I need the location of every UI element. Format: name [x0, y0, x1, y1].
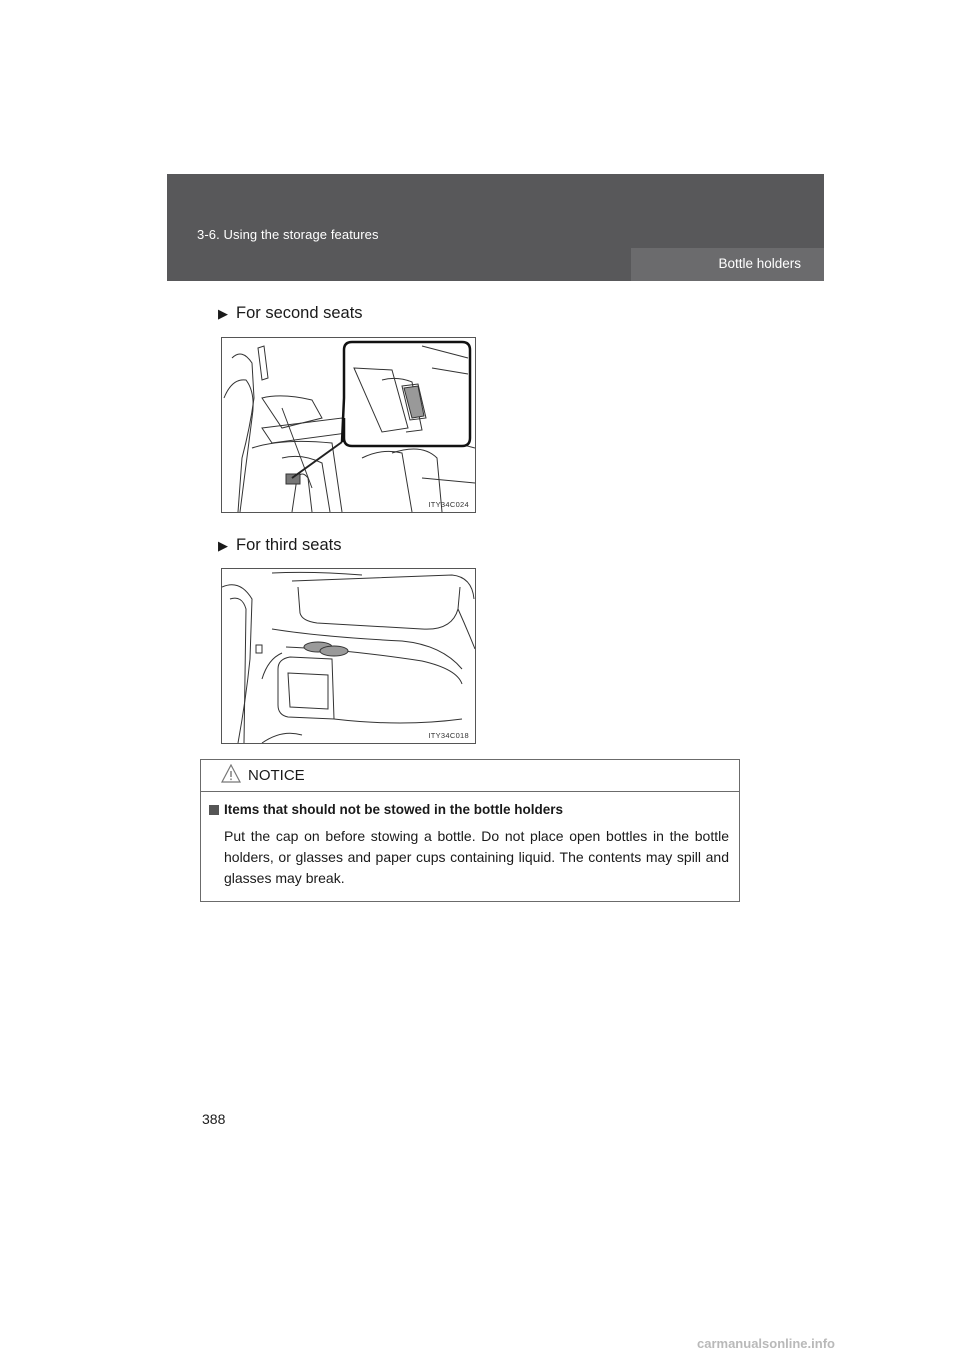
square-bullet-icon [209, 805, 219, 815]
figure-code: ITY34C018 [428, 731, 469, 740]
notice-item-title [209, 802, 563, 817]
notice-box [200, 759, 740, 902]
header-tab [631, 248, 824, 281]
figure-second-seats [221, 337, 476, 513]
page-title: Bottle holders [718, 256, 801, 271]
page-number: 388 [202, 1111, 226, 1127]
notice-text: Put the cap on before stowing a bottle. Do not place open bottles in the bottle holders, or glasses and paper cups containing liquid. The contents may spill and glasses may break. [224, 828, 729, 886]
notice-item-title-text: Items that should not be stowed in the bottle holders [224, 802, 564, 817]
subheading-second-seats-text: For second seats [236, 304, 363, 322]
subheading-third-seats [218, 536, 341, 555]
third-seats-illustration [222, 569, 475, 743]
notice-header [201, 760, 739, 792]
triangle-right-icon: ▶ [218, 305, 228, 321]
watermark: carmanualsonline.info [697, 1336, 835, 1351]
figure-code: ITY34C024 [428, 500, 469, 509]
subheading-second-seats [218, 304, 363, 323]
subheading-third-seats-text: For third seats [236, 536, 342, 554]
second-seats-illustration [222, 338, 475, 512]
figure-third-seats [221, 568, 476, 744]
section-label: 3-6. Using the storage features [197, 227, 379, 242]
warning-triangle-icon [221, 764, 241, 789]
triangle-right-icon: ▶ [218, 537, 228, 553]
notice-title: NOTICE [248, 767, 305, 784]
header-band [167, 174, 824, 281]
